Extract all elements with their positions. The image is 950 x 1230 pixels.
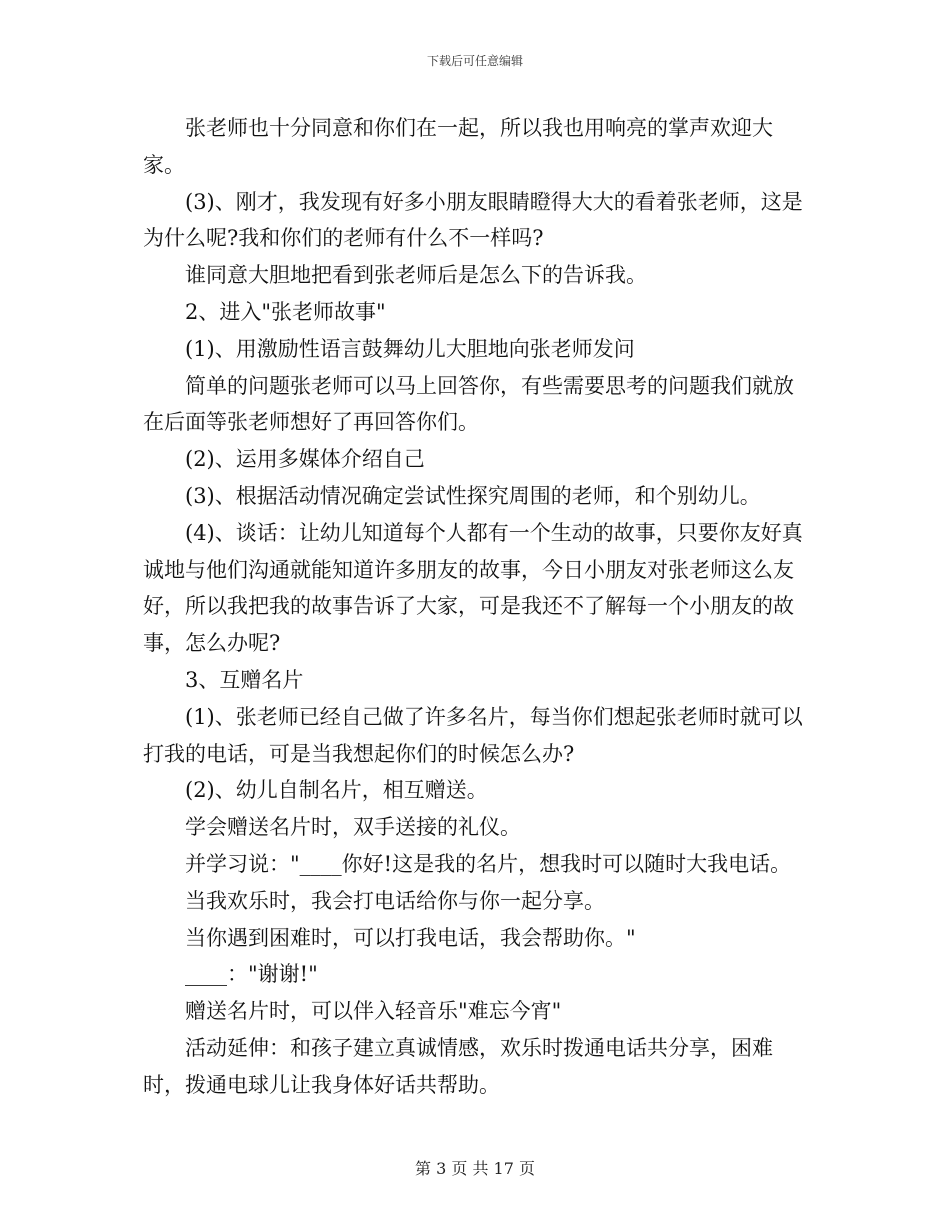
section-heading: 2、进入"张老师故事" bbox=[185, 299, 386, 324]
paragraph: 活动延伸：和孩子建立真诚情感，欢乐时拨通电话共分享，困难时，拨通电球儿让我身体好话共帮助。 bbox=[143, 1035, 773, 1097]
paragraph: 简单的问题张老师可以马上回答你，有些需要思考的问题我们就放在后面等张老师想好了再回答你们。 bbox=[143, 373, 794, 435]
paragraph: 当我欢乐时，我会打电话给你与你一起分享。 bbox=[185, 888, 605, 913]
paragraph: 并学习说："____你好!这是我的名片，想我时可以随时大我电话。 bbox=[185, 851, 792, 876]
paragraph: ____："谢谢!" bbox=[185, 962, 318, 987]
paragraph: (1)、张老师已经自己做了许多名片，每当你们想起张老师时就可以打我的电话，可是当我想起你们的时候怎么办? bbox=[143, 704, 803, 766]
paragraph: 当你遇到困难时，可以打我电话，我会帮助你。" bbox=[185, 925, 636, 950]
paragraph: (4)、谈话：让幼儿知道每个人都有一个生动的故事，只要你友好真诚地与他们沟通就能知道许多朋友的故事，今日小朋友对张老师这么友好，所以我把我的故事告诉了大家，可是我还不了解每一个小朋友的故事，怎么办呢? bbox=[143, 520, 803, 656]
paragraph: (3)、刚才，我发现有好多小朋友眼睛瞪得大大的看着张老师，这是为什么呢?我和你们的老师有什么不一样吗? bbox=[143, 189, 803, 251]
paragraph: 学会赠送名片时，双手送接的礼仪。 bbox=[185, 815, 521, 840]
paragraph: 谁同意大胆地把看到张老师后是怎么下的告诉我。 bbox=[185, 263, 647, 288]
section-heading: 3、互赠名片 bbox=[185, 667, 304, 692]
page-header: 下载后可任意编辑 bbox=[426, 54, 523, 68]
page-footer: 第 3 页 共 17 页 bbox=[415, 1159, 535, 1178]
paragraph: (2)、运用多媒体介绍自己 bbox=[185, 447, 425, 472]
paragraph: (1)、用激励性语言鼓舞幼儿大胆地向张老师发问 bbox=[185, 336, 635, 361]
paragraph: (3)、根据活动情况确定尝试性探究周围的老师，和个别幼儿。 bbox=[185, 483, 761, 508]
document-body bbox=[143, 110, 811, 1104]
paragraph: 赠送名片时，可以伴入轻音乐"难忘今宵" bbox=[185, 999, 562, 1024]
paragraph: 张老师也十分同意和你们在一起，所以我也用响亮的掌声欢迎大家。 bbox=[143, 116, 773, 177]
paragraph: (2)、幼儿自制名片，相互赠送。 bbox=[185, 778, 488, 803]
